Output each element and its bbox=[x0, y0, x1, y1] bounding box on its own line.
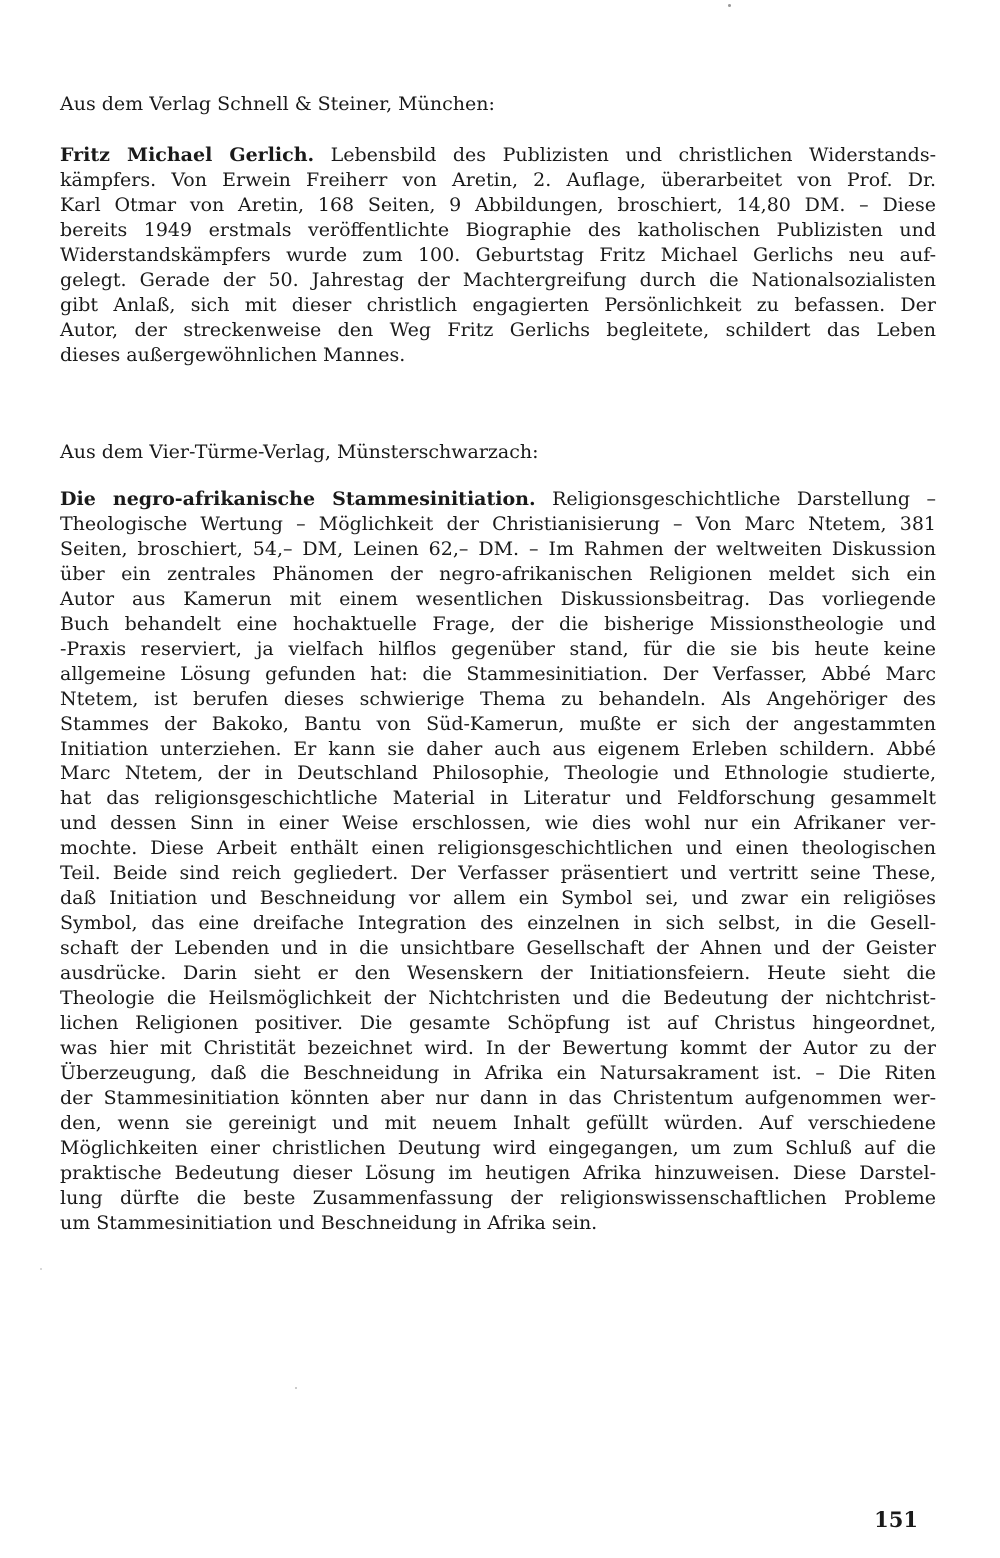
entry-line: kämpfers. Von Erwein Freiherr von Aretin, 2. Auflage, überarbeitet von Prof. Dr. bbox=[60, 168, 936, 191]
entry-line: mochte. Diese Arbeit enthält einen religionsgeschichtlichen und einen theologischen bbox=[60, 837, 936, 860]
scan-speck bbox=[295, 1387, 297, 1389]
scan-speck bbox=[40, 1268, 42, 1270]
entry-line: schaft der Lebenden und in die unsichtbare Gesellschaft der Ahnen und der Geister bbox=[60, 937, 936, 960]
entry-line: Widerstandskämpfers wurde zum 100. Geburtstag Fritz Michael Gerlichs neu auf- bbox=[60, 243, 936, 266]
entry-line-text: Lebensbild des Publizisten und christlichen Widerstands- bbox=[314, 144, 936, 166]
entry-line: bereits 1949 erstmals veröffentlichte Biographie des katholischen Publizisten und bbox=[60, 218, 936, 241]
entry-line: hat das religionsgeschichtliche Material in Literatur und Feldforschung gesammelt bbox=[60, 787, 936, 810]
entry-line bbox=[60, 143, 936, 168]
entry-line: was hier mit Christität bezeichnet wird. In der Bewertung kommt der Autor zu der bbox=[60, 1036, 936, 1059]
entry-line: daß Initiation und Beschneidung vor allem ein Symbol sei, und zwar ein religiöses bbox=[60, 887, 936, 910]
publisher-heading: Aus dem Verlag Schnell & Steiner, München: bbox=[60, 93, 495, 115]
entry-line: Theologische Wertung – Möglichkeit der Christianisierung – Von Marc Ntetem, 381 bbox=[60, 512, 936, 535]
entry-line-text: Religionsgeschichtliche Darstellung – bbox=[535, 488, 937, 510]
entry-line: der Stammesinitiation könnten aber nur dann in das Christentum aufgenommen wer- bbox=[60, 1086, 936, 1109]
entry-line: lung dürfte die beste Zusammenfassung der religionswissenschaftlichen Probleme bbox=[60, 1186, 936, 1209]
page-number: 151 bbox=[874, 1507, 918, 1532]
entry-line: Autor, der streckenweise den Weg Fritz Gerlichs begleitete, schildert das Leben bbox=[60, 318, 936, 341]
entry-line bbox=[60, 487, 936, 512]
entry-line: ausdrücke. Darin sieht er den Wesenskern der Initiationsfeiern. Heute sieht die bbox=[60, 962, 936, 985]
entry-line: Möglichkeiten einer christlichen Deutung wird eingegangen, um zum Schluß auf die bbox=[60, 1136, 936, 1159]
entry-line: gibt Anlaß, sich mit dieser christlich engagierten Persönlichkeit zu befassen. Der bbox=[60, 293, 936, 316]
entry-line: den, wenn sie gereinigt und mit neuem Inhalt gefüllt würden. Auf verschiedene bbox=[60, 1111, 936, 1134]
entry-line: -Praxis reserviert, ja vielfach hilflos gegenüber stand, für die sie bis heute keine bbox=[60, 637, 936, 660]
entry-line: Theologie die Heilsmöglichkeit der Nichtchristen und die Bedeutung der nichtchrist- bbox=[60, 987, 936, 1010]
book-entry-gerlich bbox=[60, 143, 936, 368]
book-title: Die negro-afrikanische Stammesinitiation. bbox=[60, 488, 536, 510]
book-entry-stammesinitiation bbox=[60, 487, 936, 1236]
entry-line: Karl Otmar von Aretin, 168 Seiten, 9 Abbildungen, broschiert, 14,80 DM. – Diese bbox=[60, 193, 936, 216]
entry-line: lichen Religionen positiver. Die gesamte Schöpfung ist auf Christus hingeordnet, bbox=[60, 1012, 936, 1035]
entry-line: dieses außergewöhnlichen Mannes. bbox=[60, 343, 406, 366]
publisher-heading: Aus dem Vier-Türme-Verlag, Münsterschwarzach: bbox=[60, 441, 539, 463]
entry-line: Autor aus Kamerun mit einem wesentlichen Diskussionsbeitrag. Das vorliegende bbox=[60, 587, 936, 610]
entry-line: um Stammesinitiation und Beschneidung in Afrika sein. bbox=[60, 1211, 598, 1234]
entry-line: Symbol, das eine dreifache Integration des einzelnen in sich selbst, in die Gesell- bbox=[60, 912, 936, 935]
entry-line: und dessen Sinn in einer Weise erschlossen, wie dies wohl nur ein Afrikaner ver- bbox=[60, 812, 936, 835]
entry-line: allgemeine Lösung gefunden hat: die Stammesinitiation. Der Verfasser, Abbé Marc bbox=[60, 662, 936, 685]
entry-line: Marc Ntetem, der in Deutschland Philosophie, Theologie und Ethnologie studierte, bbox=[60, 762, 936, 785]
entry-line: Buch behandelt eine hochaktuelle Frage, der die bisherige Missionstheologie und bbox=[60, 612, 936, 635]
entry-line: Überzeugung, daß die Beschneidung in Afrika ein Natursakrament ist. – Die Riten bbox=[60, 1061, 936, 1084]
book-title: Fritz Michael Gerlich. bbox=[60, 144, 315, 166]
scan-speck bbox=[728, 4, 731, 7]
entry-line: über ein zentrales Phänomen der negro-afrikanischen Religionen meldet sich ein bbox=[60, 562, 936, 585]
entry-line: Ntetem, ist berufen dieses schwierige Thema zu behandeln. Als Angehöriger des bbox=[60, 687, 936, 710]
entry-line: Teil. Beide sind reich gegliedert. Der Verfasser präsentiert und vertritt seine These, bbox=[60, 862, 936, 885]
entry-line: Stammes der Bakoko, Bantu von Süd-Kamerun, mußte er sich der angestammten bbox=[60, 712, 936, 735]
entry-line: praktische Bedeutung dieser Lösung im heutigen Afrika hinzuweisen. Diese Darstel- bbox=[60, 1161, 936, 1184]
entry-line: Initiation unterziehen. Er kann sie daher auch aus eigenem Erleben schildern. Abbé bbox=[60, 737, 936, 760]
entry-line: Seiten, broschiert, 54,– DM, Leinen 62,– DM. – Im Rahmen der weltweiten Diskussion bbox=[60, 537, 936, 560]
entry-line: gelegt. Gerade der 50. Jahrestag der Machtergreifung durch die Nationalsozialisten bbox=[60, 268, 936, 291]
